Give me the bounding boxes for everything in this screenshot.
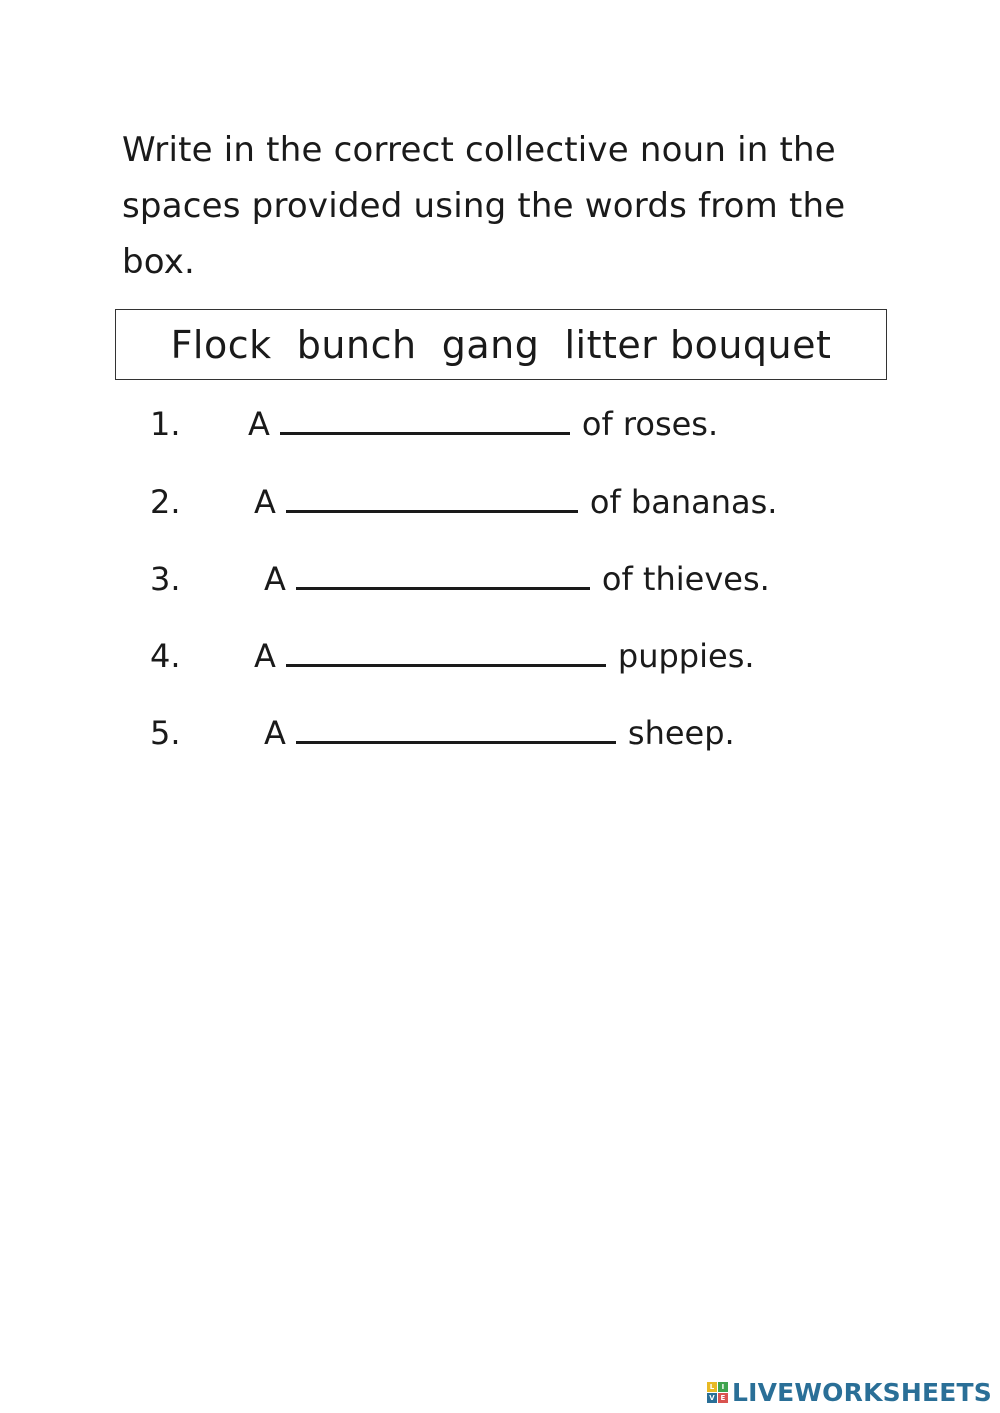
- answer-blank-3[interactable]: [296, 555, 590, 590]
- question-4: [150, 632, 755, 676]
- question-ending: sheep.: [627, 714, 735, 752]
- logo-text: LIVEWORKSHEETS: [731, 1377, 992, 1407]
- question-ending: of bananas.: [589, 483, 778, 521]
- question-2: [150, 478, 777, 522]
- question-article: A: [264, 560, 286, 598]
- question-article: A: [264, 714, 286, 752]
- answer-blank-4[interactable]: [286, 632, 606, 667]
- logo-grid-cell: E: [718, 1393, 728, 1403]
- question-number: 5.: [150, 714, 181, 752]
- word-bank-text: Flock bunch gang litter bouquet: [170, 322, 832, 367]
- question-ending: puppies.: [617, 637, 755, 675]
- logo-grid-cell: L: [707, 1382, 717, 1392]
- question-ending: of thieves.: [601, 560, 770, 598]
- question-number: 2.: [150, 483, 181, 521]
- question-article: A: [248, 405, 270, 443]
- logo-grid-cell: I: [718, 1382, 728, 1392]
- word-bank-box: [115, 309, 887, 380]
- question-article: A: [254, 637, 276, 675]
- instructions-text: Write in the correct collective noun in the spaces provided using the words from the box.: [122, 130, 846, 282]
- question-5: [150, 709, 735, 753]
- question-number: 4.: [150, 637, 181, 675]
- question-article: A: [254, 483, 276, 521]
- question-number: 1.: [150, 405, 181, 443]
- answer-blank-2[interactable]: [286, 478, 578, 513]
- question-1: [150, 400, 718, 444]
- logo-grid-cell: V: [707, 1393, 717, 1403]
- question-ending: of roses.: [581, 405, 719, 443]
- liveworksheets-logo: [707, 1377, 992, 1407]
- question-number: 3.: [150, 560, 181, 598]
- question-3: [150, 555, 770, 599]
- answer-blank-5[interactable]: [296, 709, 616, 744]
- answer-blank-1[interactable]: [280, 400, 570, 435]
- logo-grid-icon: [707, 1382, 728, 1403]
